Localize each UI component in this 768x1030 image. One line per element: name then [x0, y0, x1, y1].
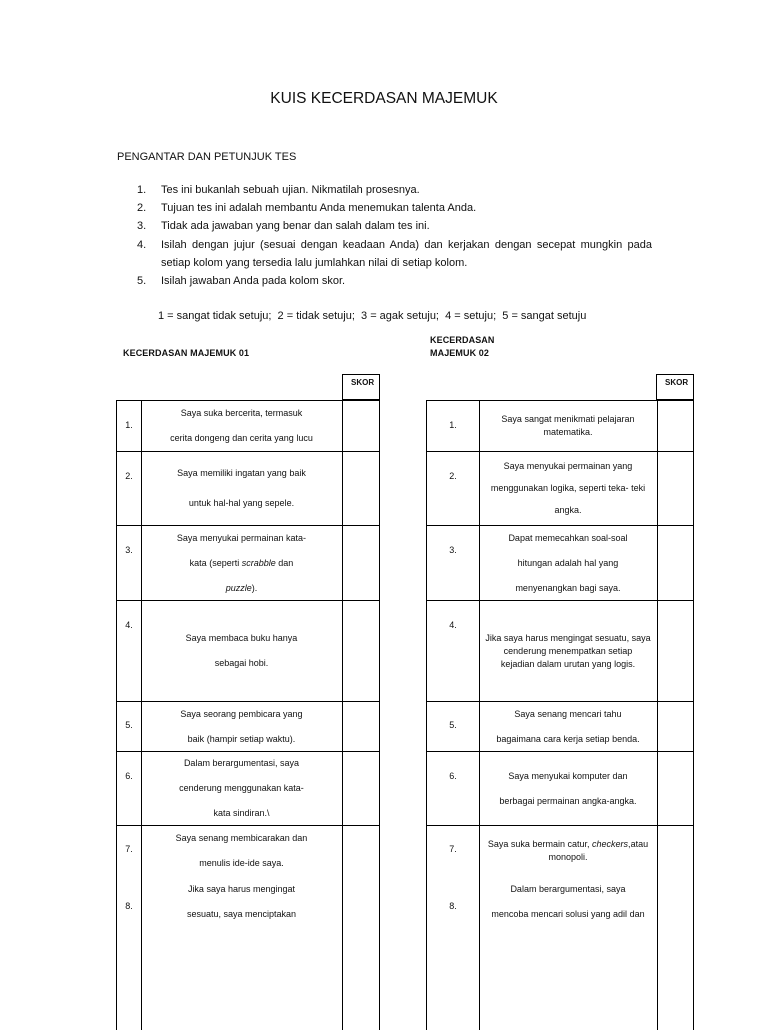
statement-text: Dapat memecahkan soal-soal [508, 532, 628, 543]
row-number: 1. [449, 419, 457, 430]
row-number: 7. [449, 844, 457, 854]
row-number: 3. [125, 545, 133, 555]
intro-heading: PENGANTAR DAN PETUNJUK TES [117, 151, 297, 163]
skor-column-divider [342, 526, 343, 601]
statement-text: matematika. [543, 427, 593, 437]
statement-text: Saya menyukai permainan kata- [176, 532, 307, 543]
section-1-skor-header: SKOR [342, 374, 380, 400]
row-number: 4. [125, 620, 133, 630]
statement-text: Jika saya harus mengingat sesuatu, saya [485, 632, 651, 643]
number-column-divider [141, 452, 142, 526]
section-1-heading: KECERDASAN MAJEMUK 01 [123, 348, 250, 358]
statement-text: angka. [554, 505, 582, 515]
instruction-item [137, 199, 652, 217]
skor-column-divider [657, 752, 658, 826]
statement-text: cerita dongeng dan cerita yang lucu [170, 433, 313, 443]
instruction-list [137, 181, 652, 290]
instruction-item [137, 217, 652, 235]
statement-text: untuk hal-hal yang sepele. [188, 498, 295, 508]
instruction-text: Tidak ada jawaban yang benar dan salah dalam tes ini. [161, 220, 430, 233]
row-number: 7. [125, 844, 133, 854]
instruction-number: 4. [137, 238, 147, 251]
instruction-number: 5. [137, 275, 147, 288]
statement-text: kata (seperti scrabble dan [189, 557, 294, 568]
skor-column-divider [342, 826, 343, 876]
instruction-number: 3. [137, 220, 147, 233]
statement-text: Saya senang membicarakan dan [175, 832, 308, 843]
row-number: 3. [449, 545, 457, 555]
page-title: KUIS KECERDASAN MAJEMUK [270, 90, 498, 107]
statement-text: cenderung menempatkan setiap [503, 645, 633, 656]
instruction-text: Isilah jawaban Anda pada kolom skor. [161, 275, 346, 288]
row-number: 5. [449, 720, 457, 730]
number-column-divider [141, 601, 142, 702]
instruction-text: Isilah dengan jujur (sesuai dengan keadaan Anda) dan kerjakan dengan secepat mungkin pada setiap kolom yang tersedia lalu jumlahkan nilai di setiap kolom. [161, 238, 652, 269]
statement-text: Saya membaca buku hanya [185, 633, 298, 643]
row-number: 5. [125, 720, 133, 730]
skor-column-divider [657, 702, 658, 752]
row-number: 4. [449, 620, 457, 630]
row-number: 2. [449, 471, 457, 481]
statement-text: mencoba mencari solusi yang adil dan [491, 908, 645, 919]
statement-text: kata sindiran.\ [213, 808, 270, 818]
skor-column-divider [657, 526, 658, 601]
instruction-number: 2. [137, 202, 147, 215]
statement-text: sesuatu, saya menciptakan [186, 908, 297, 919]
table-row [117, 600, 379, 702]
skor-column-divider [342, 452, 343, 526]
row-number: 6. [125, 771, 133, 781]
statement-text: Saya menyukai permainan yang [503, 461, 633, 471]
statement-text: baik (hampir setiap waktu). [187, 733, 296, 744]
statement-text: menggunakan logika, seperti teka- teki [490, 483, 646, 493]
instruction-item [137, 236, 652, 272]
statement-text: monopoli. [548, 851, 588, 862]
rating-scale: 1 = sangat tidak setuju; 2 = tidak setuju; 3 = agak setuju; 4 = setuju; 5 = sangat setuju [158, 310, 587, 322]
skor-column-divider [342, 702, 343, 752]
statement-text: hitungan adalah hal yang [517, 557, 619, 568]
skor-column-divider [657, 601, 658, 702]
statement-text: puzzle). [225, 582, 258, 593]
statement-text: menyenangkan bagi saya. [515, 582, 621, 593]
instruction-number: 1. [137, 184, 147, 196]
statement-text: bagaimana cara kerja setiap benda. [496, 733, 640, 744]
skor-column-divider [657, 875, 658, 1030]
statement-text: sebagai hobi. [214, 658, 269, 668]
table-row [427, 751, 693, 826]
skor-column-divider [657, 452, 658, 526]
number-column-divider [479, 752, 480, 826]
statement-text: Saya sangat menikmati pelajaran [501, 414, 635, 424]
instruction-item [137, 272, 652, 290]
section-2-heading: KECERDASAN MAJEMUK 02 [430, 335, 495, 358]
table-row [117, 451, 379, 526]
row-number: 6. [449, 771, 457, 781]
skor-column-divider [342, 601, 343, 702]
statement-text: Dalam berargumentasi, saya [183, 758, 300, 768]
row-number: 2. [125, 471, 133, 481]
statement-text: kejadian dalam urutan yang logis. [500, 658, 636, 669]
instruction-text: Tes ini bukanlah sebuah ujian. Nikmatilah prosesnya. [161, 184, 420, 196]
section-2-skor-header: SKOR [656, 374, 694, 400]
statement-text: Dalam berargumentasi, saya [510, 883, 626, 894]
row-number: 1. [125, 419, 133, 430]
number-column-divider [479, 875, 480, 1030]
skor-column-divider [342, 875, 343, 1030]
skor-column-divider [342, 401, 343, 452]
statement-text: menulis ide-ide saya. [199, 857, 284, 868]
statement-text: berbagai permainan angka-angka. [499, 795, 637, 806]
section-1-table [116, 400, 380, 1030]
statement-text: Saya seorang pembicara yang [180, 708, 303, 719]
skor-column-divider [342, 752, 343, 826]
statement-text: Saya suka bermain catur, checkers,atau [487, 838, 649, 849]
statement-text: Saya memiliki ingatan yang baik [177, 468, 306, 478]
row-number: 8. [125, 901, 133, 911]
row-number: 8. [449, 901, 457, 911]
instruction-item [137, 181, 652, 199]
skor-column-divider [657, 401, 658, 452]
skor-column-divider [657, 826, 658, 876]
statement-text: cenderung menggunakan kata- [179, 783, 304, 793]
instruction-text: Tujuan tes ini adalah membantu Anda menemukan talenta Anda. [161, 202, 477, 215]
statement-text: Saya suka bercerita, termasuk [180, 408, 303, 418]
statement-text: Saya menyukai komputer dan [508, 770, 628, 781]
statement-text: Saya senang mencari tahu [514, 708, 622, 719]
statement-text: Jika saya harus mengingat [187, 883, 296, 894]
number-column-divider [141, 875, 142, 1030]
section-2-table [426, 400, 694, 1030]
